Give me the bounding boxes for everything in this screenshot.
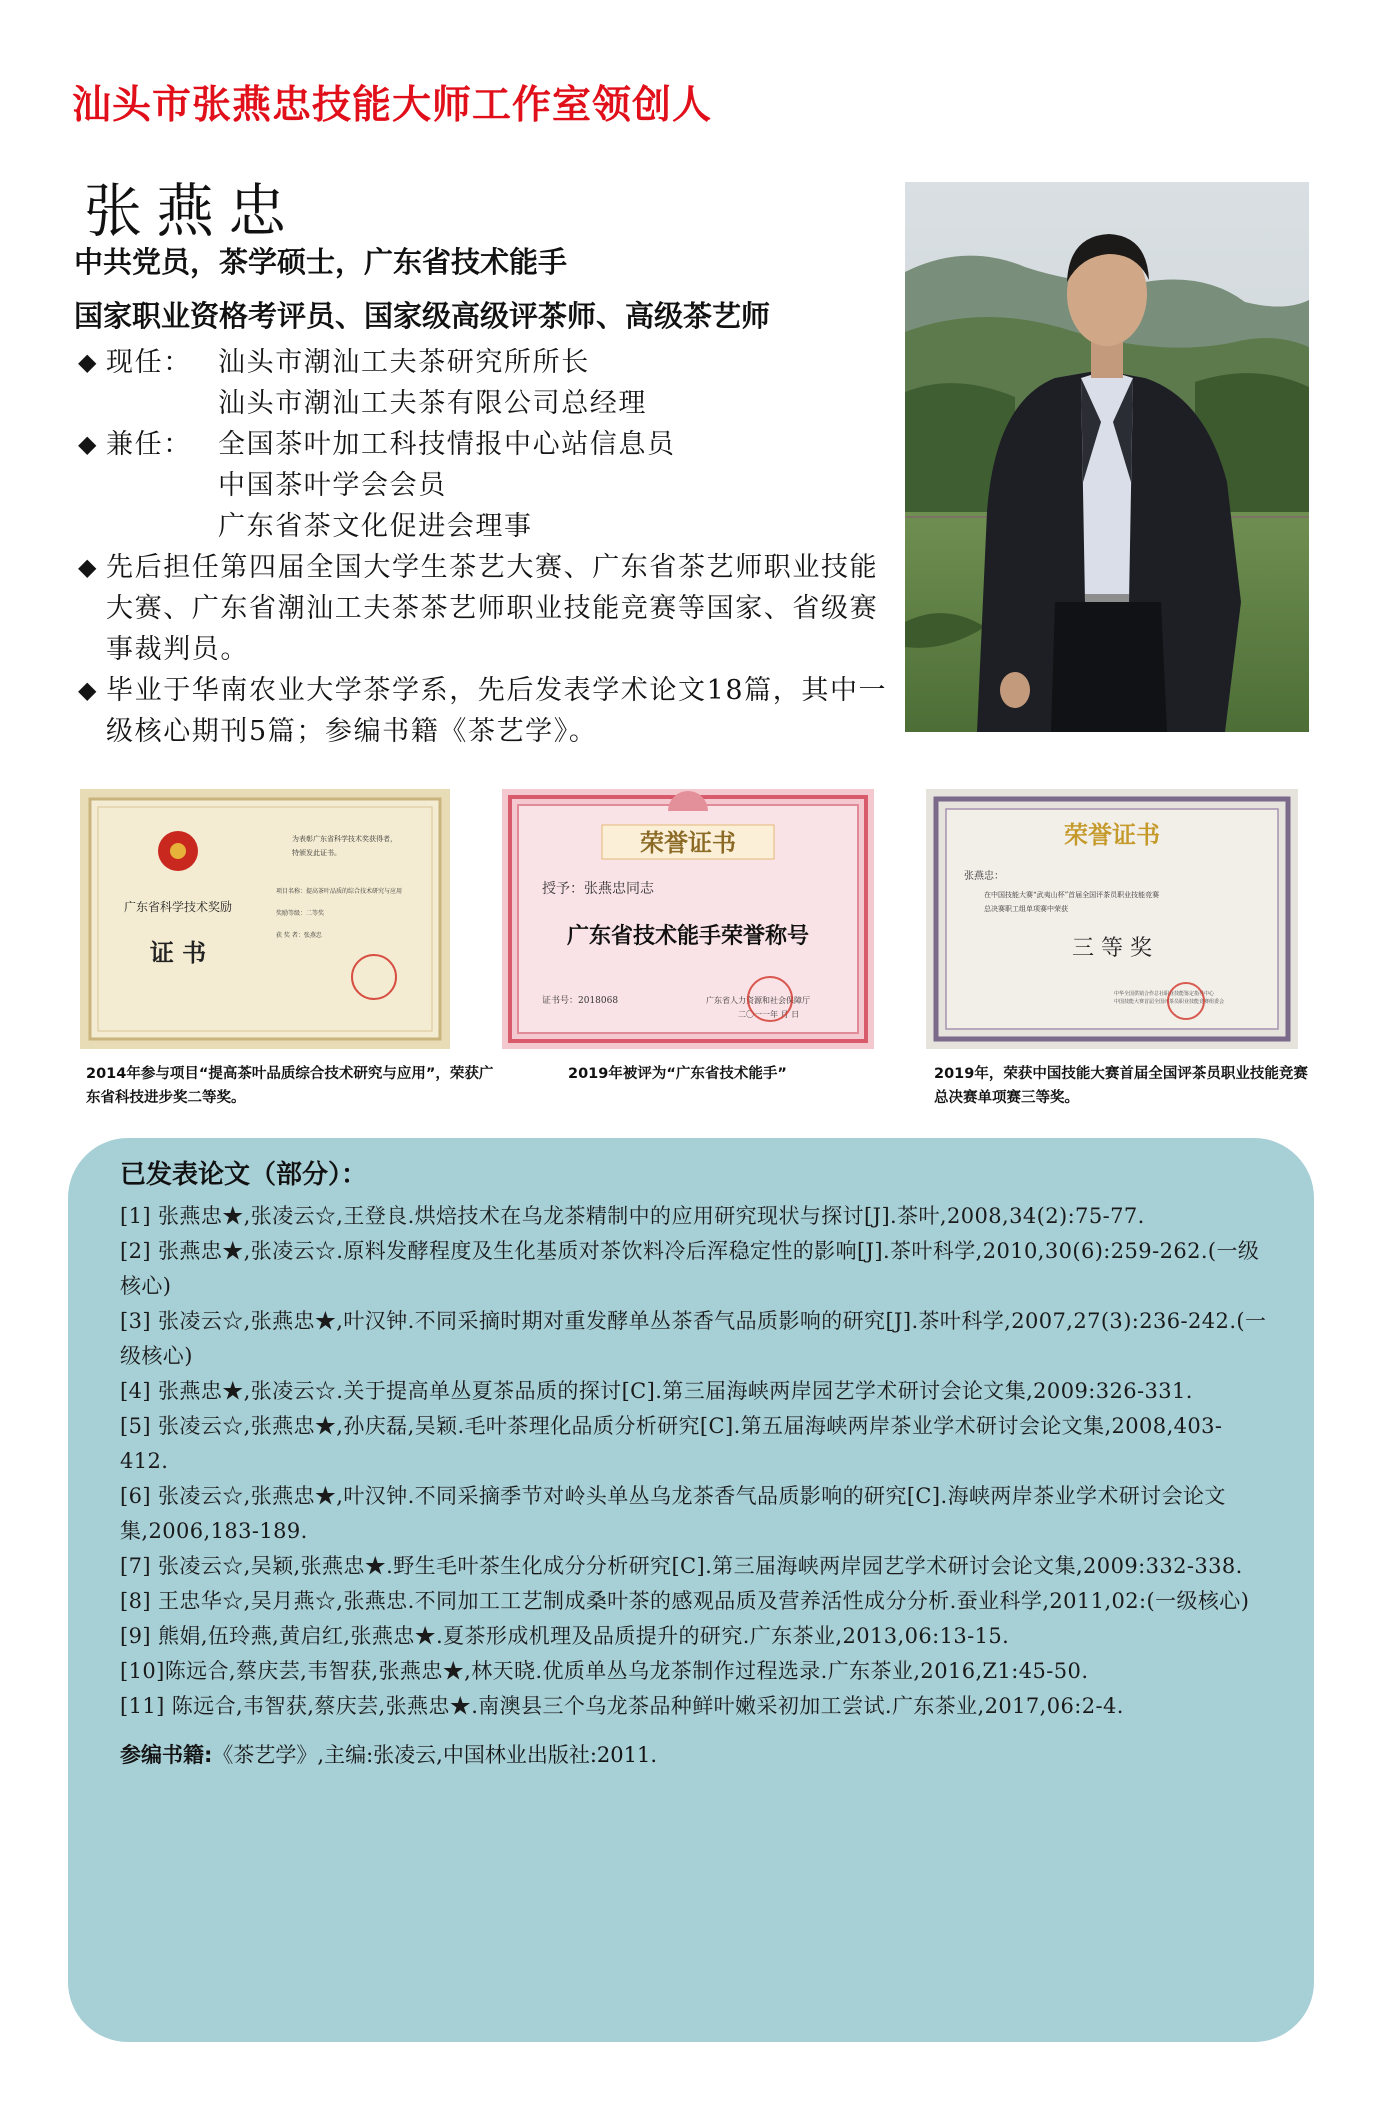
edited-books [120, 1738, 1280, 1772]
bio-current [78, 342, 898, 424]
cert1-side-title: 广东省科学技术奖励 [123, 900, 233, 914]
bio-part-time-label: 兼任： [106, 429, 192, 460]
cert2-issuer: 广东省人力资源和社会保障厅 [706, 996, 810, 1005]
paper-item: [3] 张凌云☆,张燕忠★,叶汉钟.不同采摘时期对重发酵单丛茶香气品质影响的研究[J].茶叶科学,2007,27(3):236-242.(一级核心) [120, 1309, 1267, 1368]
paper-item: [5] 张凌云☆,张燕忠★,孙庆磊,吴颖.毛叶茶理化品质分析研究[C].第五届海峡两岸茶业学术研讨会论文集,2008,403-412. [120, 1414, 1223, 1473]
cert1-line: 奖励等级：二等奖 [276, 910, 325, 917]
cert3-caption: 2019年，荣获中国技能大赛首届全国评茶员职业技能竞赛总决赛单项赛三等奖。 [934, 1066, 1308, 1106]
books-text: 《茶艺学》,主编:张凌云,中国林业出版社:2011. [212, 1743, 658, 1767]
paper-item: [11] 陈远合,韦智获,蔡庆芸,张燕忠★.南澳县三个乌龙茶品种鲜叶嫩采初加工尝试.广东茶业,2017,06:2-4. [120, 1694, 1124, 1718]
paper-item: [10]陈远合,蔡庆芸,韦智获,张燕忠★,林天晓.优质单丛乌龙茶制作过程选录.广东茶业,2016,Z1:45-50. [120, 1659, 1089, 1683]
certificate-image-technical-expert [502, 789, 874, 1049]
subtitle-qualifications: 国家职业资格考评员、国家级高级评茶师、高级茶艺师 [74, 299, 771, 333]
cert2-date: 二〇一一年 月 日 [738, 1010, 800, 1019]
published-papers-panel [68, 1138, 1314, 2042]
diamond-bullet-icon: ◆ [78, 430, 99, 458]
cert2-title: 荣誉证书 [640, 828, 736, 857]
diamond-bullet-icon: ◆ [78, 676, 99, 704]
diamond-bullet-icon: ◆ [78, 348, 99, 376]
page-headline: 汕头市张燕忠技能大师工作室领创人 [72, 83, 713, 128]
cert1-line: 特颁发此证书。 [292, 849, 341, 857]
paper-list [120, 1199, 1270, 1724]
bio-current-label: 现任： [106, 347, 192, 378]
paper-item: [1] 张燕忠★,张凌云☆,王登良.烘焙技术在乌龙茶精制中的应用研究现状与探讨[J].茶叶,2008,34(2):75-77. [120, 1204, 1145, 1228]
cert2-honor: 广东省技术能手荣誉称号 [566, 924, 810, 949]
bio-current-item: 汕头市潮汕工夫茶有限公司总经理 [218, 388, 647, 419]
cert1-caption: 2014年参与项目“提高茶叶品质综合技术研究与应用”，荣获广东省科技进步奖二等奖。 [86, 1066, 494, 1106]
bio-part-time-item: 中国茶叶学会会员 [218, 470, 447, 501]
bio-referee [78, 547, 898, 670]
diamond-bullet-icon: ◆ [78, 553, 99, 581]
paper-item: [8] 王忠华☆,吴月燕☆,张燕忠.不同加工工艺制成桑叶茶的感观品质及营养活性成分分析.蚕业科学,2011,02:(一级核心) [120, 1589, 1250, 1613]
cert3-title: 荣誉证书 [1064, 820, 1160, 849]
paper-item: [4] 张燕忠★,张凌云☆.关于提高单丛夏茶品质的探讨[C].第三届海峡两岸园艺学术研讨会论文集,2009:326-331. [120, 1379, 1193, 1403]
bio-part-time-item: 广东省茶文化促进会理事 [218, 511, 533, 542]
books-label: 参编书籍: [120, 1743, 213, 1767]
cert3-line: 总决赛职工组单项赛中荣获 [984, 905, 1068, 913]
cert3-recipient: 张燕忠： [964, 871, 1004, 882]
bio-referee-text: 先后担任第四届全国大学生茶艺大赛、广东省茶艺师职业技能大赛、广东省潮汕工夫茶茶艺师职业技能竞赛等国家、省级赛事裁判员。 [106, 552, 879, 665]
portrait-photo [905, 182, 1309, 732]
cert2-caption: 2019年被评为“广东省技术能手” [568, 1066, 787, 1082]
cert1-main-title: 证 书 [149, 939, 207, 967]
certificate-image-science-award [80, 789, 450, 1049]
cert3-issuer: 中华全国供销合作总社职业技能鉴定指导中心 [1114, 991, 1215, 997]
paper-item: [2] 张燕忠★,张凌云☆.原料发酵程度及生化基质对茶饮料冷后浑稳定性的影响[J].茶叶科学,2010,30(6):259-262.(一级核心) [120, 1239, 1260, 1298]
papers-title: 已发表论文（部分）： [120, 1160, 368, 1190]
subtitle-credentials: 中共党员，茶学硕士，广东省技术能手 [74, 245, 568, 279]
person-name: 张燕忠 [84, 177, 301, 245]
paper-item: [7] 张凌云☆,吴颖,张燕忠★.野生毛叶茶生化成分分析研究[C].第三届海峡两岸园艺学术研讨会论文集,2009:332-338. [120, 1554, 1243, 1578]
cert3-award: 三 等 奖 [1072, 936, 1152, 961]
bio-part-time [78, 424, 898, 547]
certificate-image-tea-competition [926, 789, 1298, 1049]
paper-item: [6] 张凌云☆,张燕忠★,叶汉钟.不同采摘季节对岭头单丛乌龙茶香气品质影响的研究[C].海峡两岸茶业学术研讨会论文集,2006,183-189. [120, 1484, 1226, 1543]
cert2-grantee: 授予：张燕忠同志 [542, 881, 654, 897]
bio-section [78, 342, 898, 752]
bio-education-text: 毕业于华南农业大学茶学系，先后发表学术论文18篇，其中一级核心期刊5篇；参编书籍《茶艺学》。 [106, 675, 888, 747]
cert2-number: 证书号：2018068 [542, 996, 619, 1006]
cert3-issuer: 中国技能大赛首届全国评茶员职业技能竞赛组委会 [1114, 999, 1225, 1005]
cert1-line: 为表彰广东省科学技术奖获得者， [292, 835, 397, 843]
bio-part-time-item: 全国茶叶加工科技情报中心站信息员 [218, 429, 676, 460]
paper-item: [9] 熊娟,伍玲燕,黄启红,张燕忠★.夏茶形成机理及品质提升的研究.广东茶业,2013,06:13-15. [120, 1624, 1010, 1648]
bio-current-item: 汕头市潮汕工夫茶研究所所长 [218, 347, 590, 378]
cert1-line: 获 奖 者：张燕忠 [276, 932, 322, 939]
bio-education [78, 670, 898, 752]
cert3-line: 在中国技能大赛“武夷山杯”首届全国评茶员职业技能竞赛 [984, 891, 1160, 899]
cert1-line: 项目名称：提高茶叶品质的综合技术研究与应用 [276, 888, 403, 895]
